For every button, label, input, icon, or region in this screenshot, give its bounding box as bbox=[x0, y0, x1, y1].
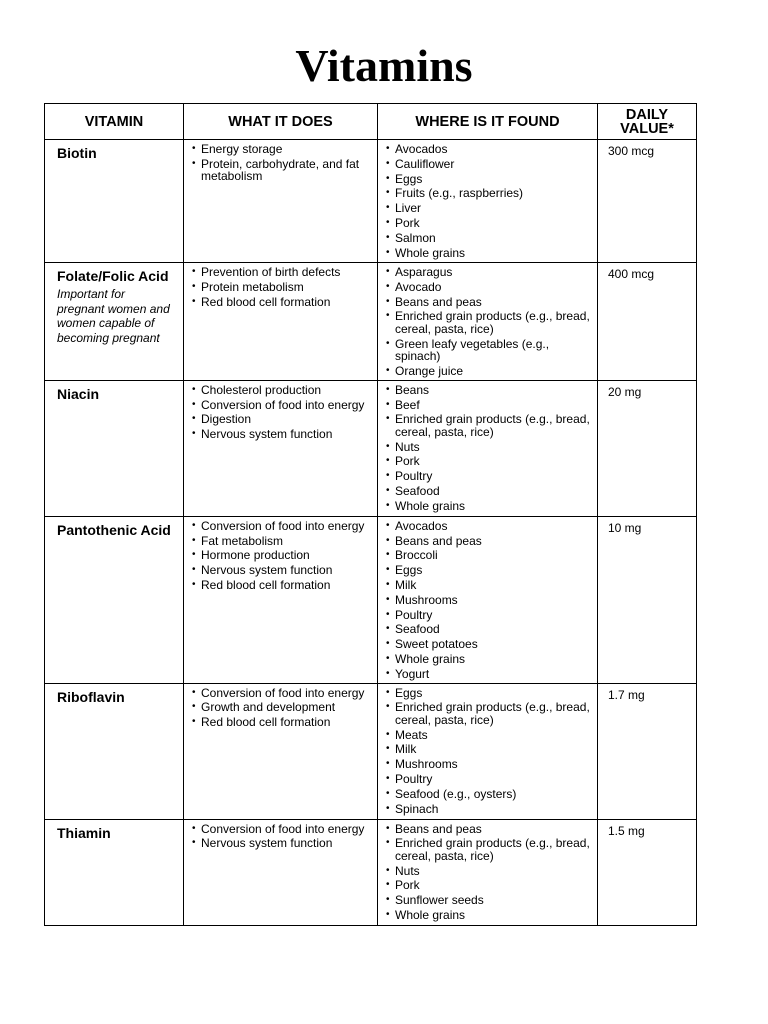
list-item: • Pork bbox=[386, 217, 593, 230]
where-found-cell bbox=[378, 140, 598, 263]
function-list bbox=[192, 143, 373, 183]
vitamin-name: Thiamin bbox=[57, 824, 111, 841]
where-found-cell bbox=[378, 683, 598, 819]
where-found-cell bbox=[378, 263, 598, 381]
list-item: • Asparagus bbox=[386, 266, 593, 279]
source-list bbox=[386, 687, 593, 816]
list-item: • Nervous system function bbox=[192, 837, 373, 850]
daily-value-cell: 1.7 mg bbox=[598, 683, 697, 819]
list-item: • Seafood bbox=[386, 485, 593, 498]
table-row bbox=[45, 683, 697, 819]
list-item: • Mushrooms bbox=[386, 594, 593, 607]
list-item: • Red blood cell formation bbox=[192, 716, 373, 729]
list-item: • Protein metabolism bbox=[192, 281, 373, 294]
table-row bbox=[45, 819, 697, 925]
list-item: • Green leafy vegetables (e.g., spinach) bbox=[386, 338, 593, 363]
list-item: • Nervous system function bbox=[192, 428, 373, 441]
list-item: • Milk bbox=[386, 579, 593, 592]
list-item: • Digestion bbox=[192, 413, 373, 426]
list-item: • Spinach bbox=[386, 803, 593, 816]
vitamin-name-cell bbox=[45, 263, 184, 381]
list-item: • Sweet potatoes bbox=[386, 638, 593, 651]
list-item: • Cauliflower bbox=[386, 158, 593, 171]
list-item: • Prevention of birth defects bbox=[192, 266, 373, 279]
source-list bbox=[386, 384, 593, 513]
vitamin-name-cell bbox=[45, 683, 184, 819]
list-item: • Whole grains bbox=[386, 653, 593, 666]
list-item: • Sunflower seeds bbox=[386, 894, 593, 907]
list-item: • Seafood (e.g., oysters) bbox=[386, 788, 593, 801]
list-item: • Whole grains bbox=[386, 247, 593, 260]
daily-value-cell: 300 mcg bbox=[598, 140, 697, 263]
what-it-does-cell bbox=[184, 819, 378, 925]
what-it-does-cell bbox=[184, 380, 378, 516]
list-item: • Avocados bbox=[386, 520, 593, 533]
what-it-does-cell bbox=[184, 263, 378, 381]
list-item: • Pork bbox=[386, 879, 593, 892]
vitamin-name: Folate/Folic Acid bbox=[57, 268, 169, 284]
vitamin-note: Important for pregnant women and women capable of becoming pregnant bbox=[57, 287, 170, 345]
table-row bbox=[45, 263, 697, 381]
list-item: • Whole grains bbox=[386, 500, 593, 513]
list-item: • Beans and peas bbox=[386, 535, 593, 548]
list-item: • Whole grains bbox=[386, 909, 593, 922]
list-item: • Conversion of food into energy bbox=[192, 823, 373, 836]
list-item: • Pork bbox=[386, 455, 593, 468]
header-daily-value: DAILY VALUE* bbox=[598, 104, 697, 140]
what-it-does-cell bbox=[184, 516, 378, 683]
list-item: • Enriched grain products (e.g., bread, cereal, pasta, rice) bbox=[386, 701, 593, 726]
vitamin-name: Niacin bbox=[57, 385, 100, 402]
list-item: • Mushrooms bbox=[386, 758, 593, 771]
list-item: • Red blood cell formation bbox=[192, 296, 373, 309]
daily-value-cell: 400 mcg bbox=[598, 263, 697, 381]
page-title: Vitamins bbox=[295, 40, 473, 91]
list-item: • Seafood bbox=[386, 623, 593, 636]
list-item: • Avocado bbox=[386, 281, 593, 294]
list-item: • Avocados bbox=[386, 143, 593, 156]
vitamin-name-cell bbox=[45, 819, 184, 925]
list-item: • Fat metabolism bbox=[192, 535, 373, 548]
list-item: • Enriched grain products (e.g., bread, cereal, pasta, rice) bbox=[386, 310, 593, 335]
table-row bbox=[45, 516, 697, 683]
list-item: • Poultry bbox=[386, 609, 593, 622]
vitamin-name-cell bbox=[45, 516, 184, 683]
vitamin-name: Pantothenic Acid bbox=[57, 521, 171, 538]
list-item: • Nuts bbox=[386, 865, 593, 878]
vitamin-name-cell bbox=[45, 140, 184, 263]
list-item: • Eggs bbox=[386, 173, 593, 186]
where-found-cell bbox=[378, 380, 598, 516]
list-item: • Nuts bbox=[386, 441, 593, 454]
list-item: • Beans and peas bbox=[386, 823, 593, 836]
function-list bbox=[192, 266, 373, 308]
list-item: • Hormone production bbox=[192, 549, 373, 562]
where-found-cell bbox=[378, 516, 598, 683]
list-item: • Red blood cell formation bbox=[192, 579, 373, 592]
list-item: • Poultry bbox=[386, 773, 593, 786]
list-item: • Meats bbox=[386, 729, 593, 742]
list-item: • Nervous system function bbox=[192, 564, 373, 577]
list-item: • Cholesterol production bbox=[192, 384, 373, 397]
list-item: • Eggs bbox=[386, 687, 593, 700]
list-item: • Conversion of food into energy bbox=[192, 520, 373, 533]
source-list bbox=[386, 266, 593, 377]
function-list bbox=[192, 384, 373, 441]
list-item: • Salmon bbox=[386, 232, 593, 245]
function-list bbox=[192, 520, 373, 592]
list-item: • Fruits (e.g., raspberries) bbox=[386, 187, 593, 200]
vitamins-table bbox=[44, 103, 697, 926]
header-vitamin: VITAMIN bbox=[45, 104, 184, 140]
list-item: • Enriched grain products (e.g., bread, cereal, pasta, rice) bbox=[386, 413, 593, 438]
header-row bbox=[45, 104, 697, 140]
list-item: • Eggs bbox=[386, 564, 593, 577]
source-list bbox=[386, 520, 593, 680]
source-list bbox=[386, 823, 593, 922]
list-item: • Protein, carbohydrate, and fat metabolism bbox=[192, 158, 373, 183]
function-list bbox=[192, 687, 373, 729]
what-it-does-cell bbox=[184, 683, 378, 819]
what-it-does-cell bbox=[184, 140, 378, 263]
list-item: • Beef bbox=[386, 399, 593, 412]
list-item: • Energy storage bbox=[192, 143, 373, 156]
vitamin-name-cell bbox=[45, 380, 184, 516]
daily-value-cell: 1.5 mg bbox=[598, 819, 697, 925]
list-item: • Broccoli bbox=[386, 549, 593, 562]
list-item: • Yogurt bbox=[386, 668, 593, 681]
list-item: • Enriched grain products (e.g., bread, cereal, pasta, rice) bbox=[386, 837, 593, 862]
table-row bbox=[45, 140, 697, 263]
list-item: • Beans and peas bbox=[386, 296, 593, 309]
list-item: • Beans bbox=[386, 384, 593, 397]
list-item: • Orange juice bbox=[386, 365, 593, 378]
table-row bbox=[45, 380, 697, 516]
list-item: • Poultry bbox=[386, 470, 593, 483]
daily-value-cell: 20 mg bbox=[598, 380, 697, 516]
list-item: • Conversion of food into energy bbox=[192, 687, 373, 700]
daily-value-cell: 10 mg bbox=[598, 516, 697, 683]
header-what-it-does: WHAT IT DOES bbox=[184, 104, 378, 140]
header-where-found: WHERE IS IT FOUND bbox=[378, 104, 598, 140]
list-item: • Growth and development bbox=[192, 701, 373, 714]
vitamin-name: Riboflavin bbox=[57, 688, 125, 705]
list-item: • Liver bbox=[386, 202, 593, 215]
function-list bbox=[192, 823, 373, 850]
source-list bbox=[386, 143, 593, 259]
list-item: • Milk bbox=[386, 743, 593, 756]
list-item: • Conversion of food into energy bbox=[192, 399, 373, 412]
where-found-cell bbox=[378, 819, 598, 925]
vitamin-name: Biotin bbox=[57, 145, 97, 161]
